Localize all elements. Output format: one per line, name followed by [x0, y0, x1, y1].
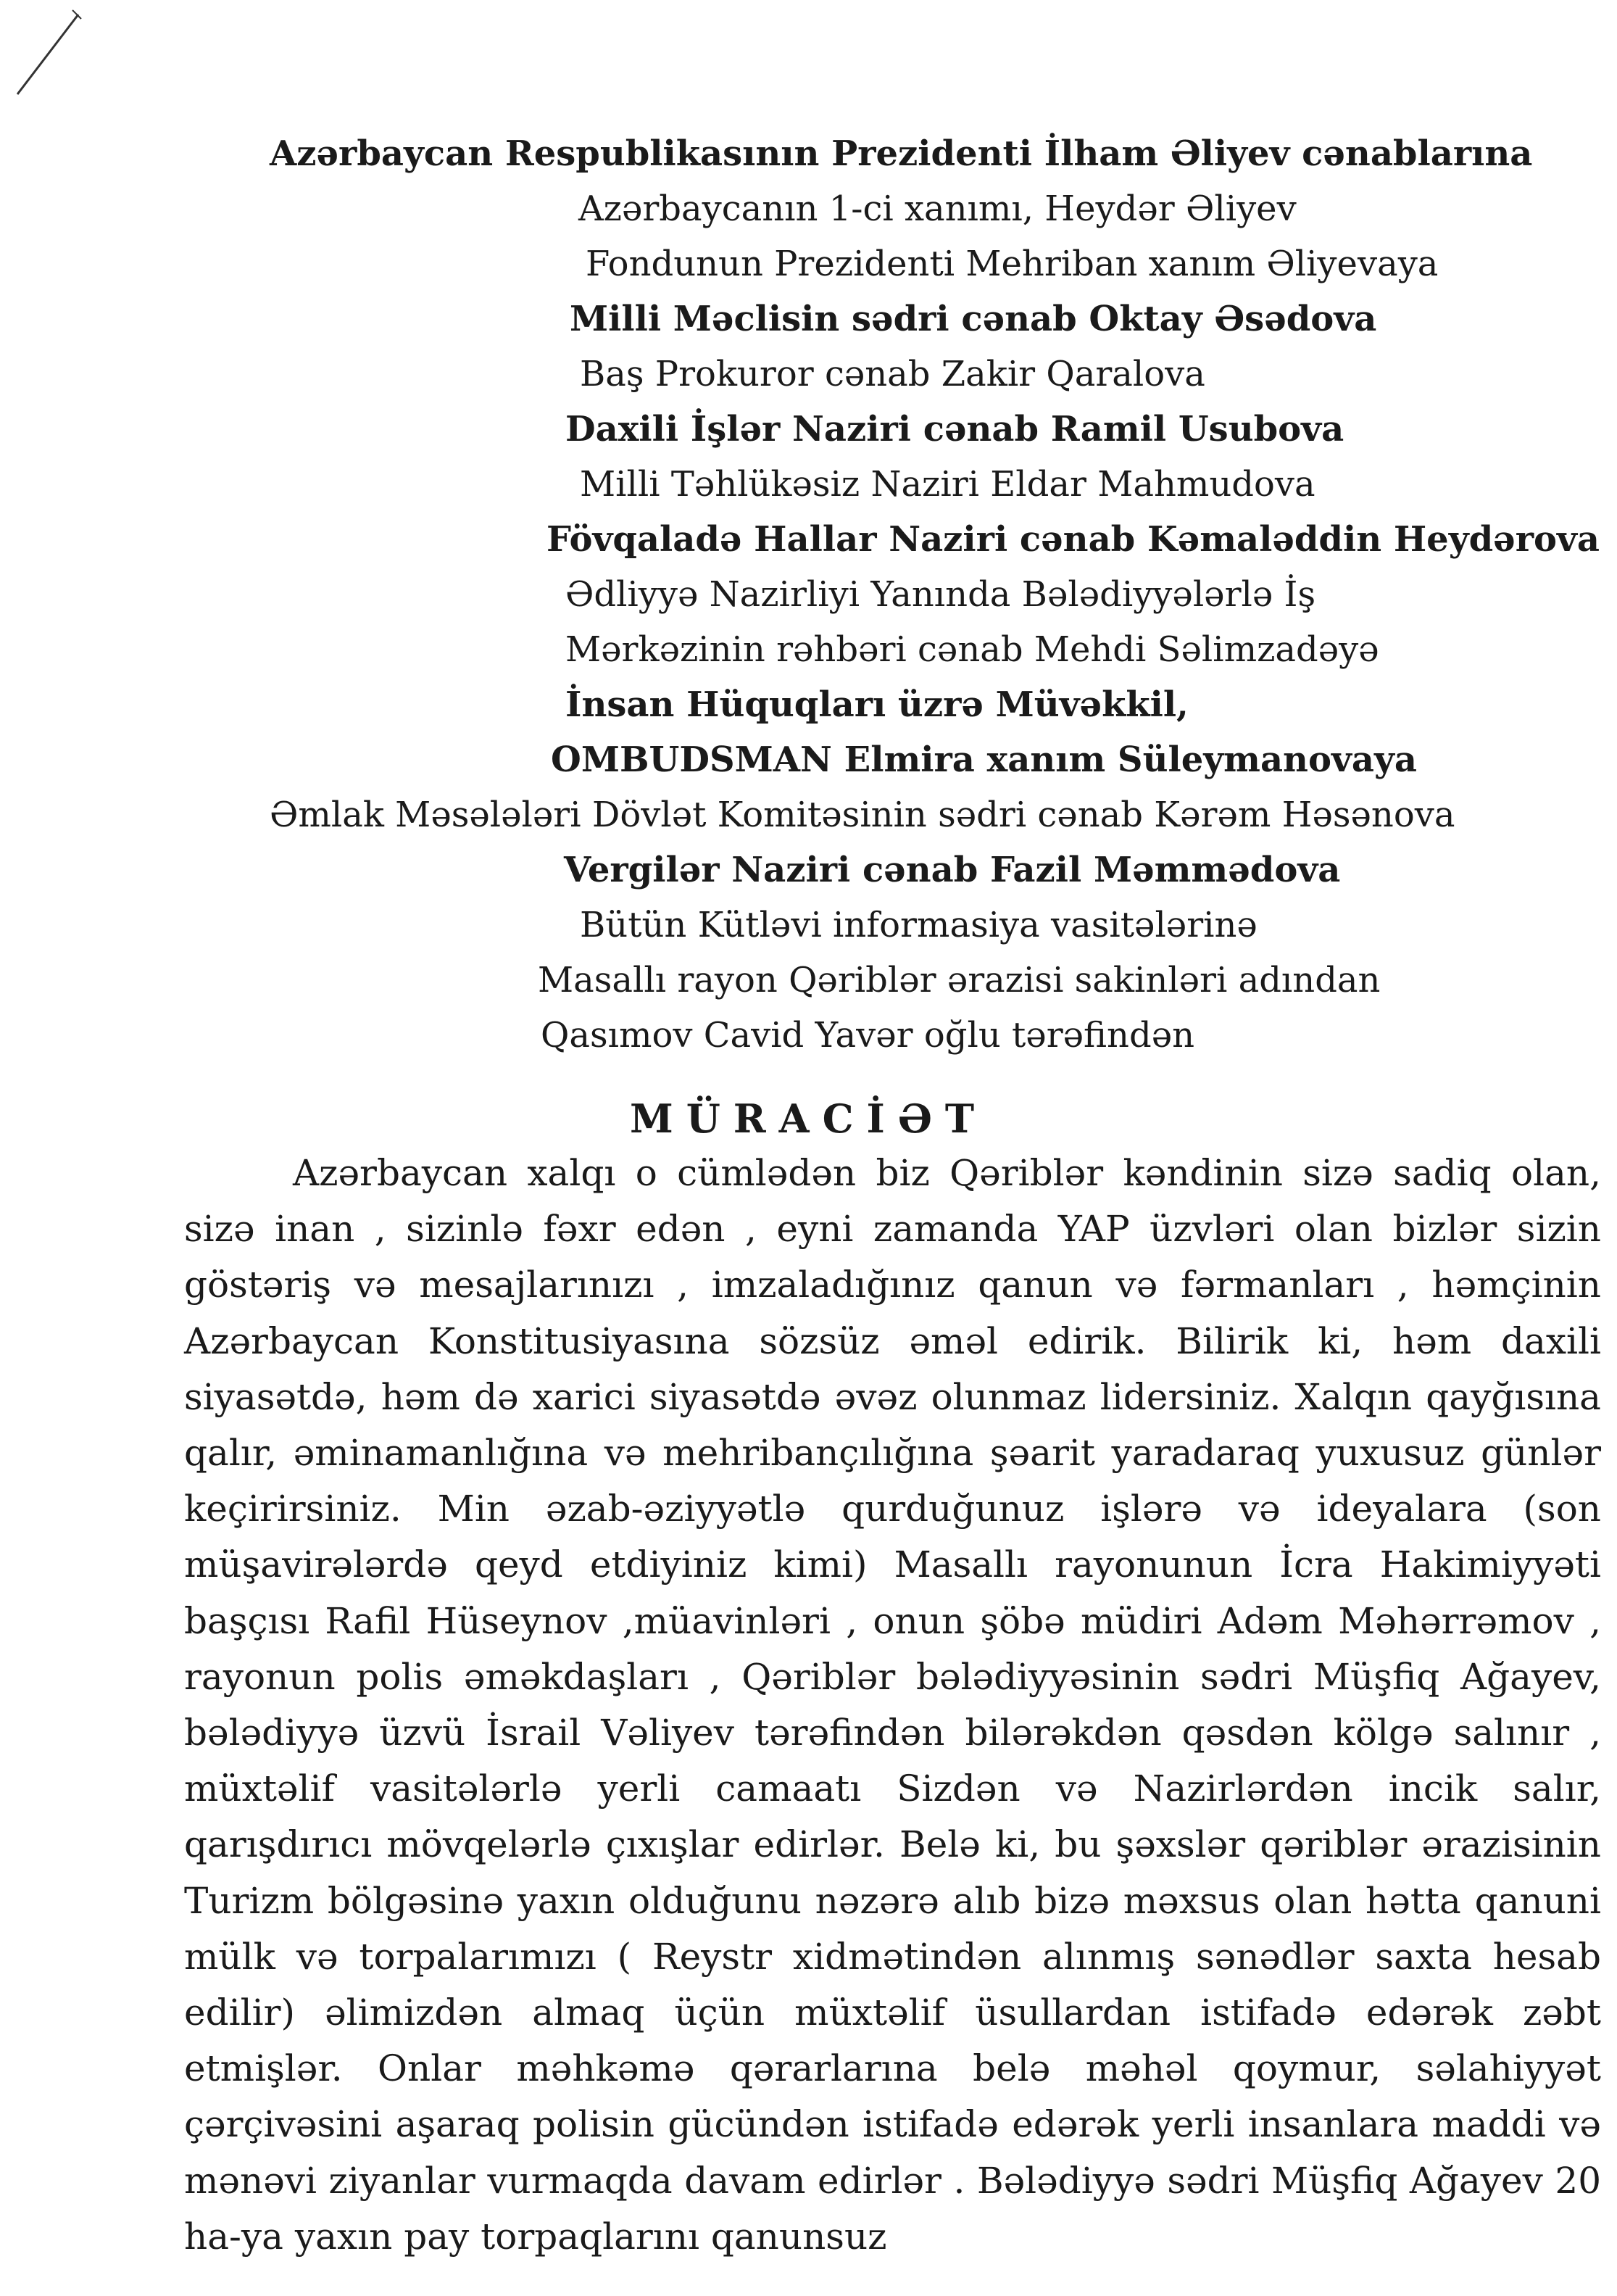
addressee-line: Masallı rayon Qəriblər ərazisi sakinləri adından: [538, 960, 1381, 1000]
addressee-line: İnsan Hüquqları üzrə Müvəkkil,: [565, 684, 1189, 725]
addressee-line: Milli Təhlükəsiz Naziri Eldar Mahmudova: [580, 464, 1315, 505]
addressee-line: Fondunun Prezidenti Mehriban xanım Əliyevaya: [586, 244, 1439, 284]
addressee-line: Azərbaycan Respublikasının Prezidenti İlham Əliyev cənablarına: [270, 133, 1533, 174]
addressee-line: Bütün Kütləvi informasiya vasitələrinə: [580, 905, 1258, 945]
body-paragraph: Azərbaycan xalqı o cümlədən biz Qəriblər kəndinin sizə sadiq olan, sizə inan , sizinlə fəxr edən , eyni zamanda YAP üzvləri olan bizlər sizin göstəriş və mesajlarınızı , imzaladığınız qanun və fərmanları , həmçinin Azərbaycan Konstitusiyasına sözsüz əməl edirik. Bilirik ki, həm daxili siyasətdə, həm də xarici siyasətdə əvəz olunmaz lidersiniz. Xalqın qayğısına qalır, əminamanlığına və mehribançılığına şəarit yaradaraq yuxusuz günlər keçirirsiniz. Min əzab-əziyyətlə qurduğunuz işlərə və ideyalara (son müşavirələrdə qeyd etdiyiniz kimi) Masallı rayonunun İcra Hakimiyyəti başçısı Rafil Hüseynov ,müavinləri , onun şöbə müdiri Adəm Məhərrəmov , rayonun polis əməkdaşları , Qəriblər bələdiyyəsinin sədri Müşfiq Ağayev, bələdiyyə üzvü İsrail Vəliyev tərəfindən bilərəkdən qəsdən kölgə salınır , müxtəlif vasitələrlə yerli camaatı Sizdən və Nazirlərdən incik salır, qarışdırıcı mövqelərlə çıxışlar edirlər. Belə ki, bu şəxslər qəriblər ərazisinin Turizm bölgəsinə yaxın olduğunu nəzərə alıb bizə məxsus olan hətta qanuni mülk və torpalarımızı ( Reystr xidmətindən alınmış sənədlər saxta hesab edilir) əlimizdən almaq üçün müxtəlif üsullardan istifadə edərək zəbt etmişlər. Onlar məhkəmə qərarlarına belə məhəl qoymur, səlahiyyət çərçivəsini aşaraq polisin gücündən istifadə edərək yerli insanlara maddi və mənəvi ziyanlar vurmaqda davam edirlər . Bələdiyyə sədri Müşfiq Ağayev 20 ha-ya yaxın pay torpaqlarını qanunsuz: [184, 1152, 1601, 2258]
pen-stroke-mark: [6, 6, 86, 100]
addressee-line: Baş Prokuror cənab Zakir Qaralova: [580, 354, 1205, 394]
addressee-line: Qasımov Cavid Yavər oğlu tərəfindən: [541, 1015, 1195, 1056]
addressee-line: Fövqaladə Hallar Naziri cənab Kəmaləddin Heydərova: [546, 519, 1600, 560]
addressee-line: Milli Məclisin sədri cənab Oktay Əsədova: [570, 299, 1377, 339]
addressee-line: Əmlak Məsələləri Dövlət Komitəsinin sədri cənab Kərəm Həsənova: [270, 795, 1455, 835]
addressee-line: Daxili İşlər Naziri cənab Ramil Usubova: [565, 409, 1344, 449]
letter-body: [184, 1145, 1601, 2265]
document-title: MÜRACİƏT: [629, 1095, 988, 1142]
addressee-line: Azərbaycanın 1-ci xanımı, Heydər Əliyev: [578, 188, 1297, 229]
addressee-line: Ədliyyə Nazirliyi Yanında Bələdiyyələrlə İş: [565, 574, 1316, 615]
addressee-line: OMBUDSMAN Elmira xanım Süleymanovaya: [551, 739, 1417, 780]
addressee-line: Vergilər Naziri cənab Fazil Məmmədova: [564, 850, 1341, 890]
addressee-line: Mərkəzinin rəhbəri cənab Mehdi Səlimzadəyə: [565, 629, 1379, 670]
